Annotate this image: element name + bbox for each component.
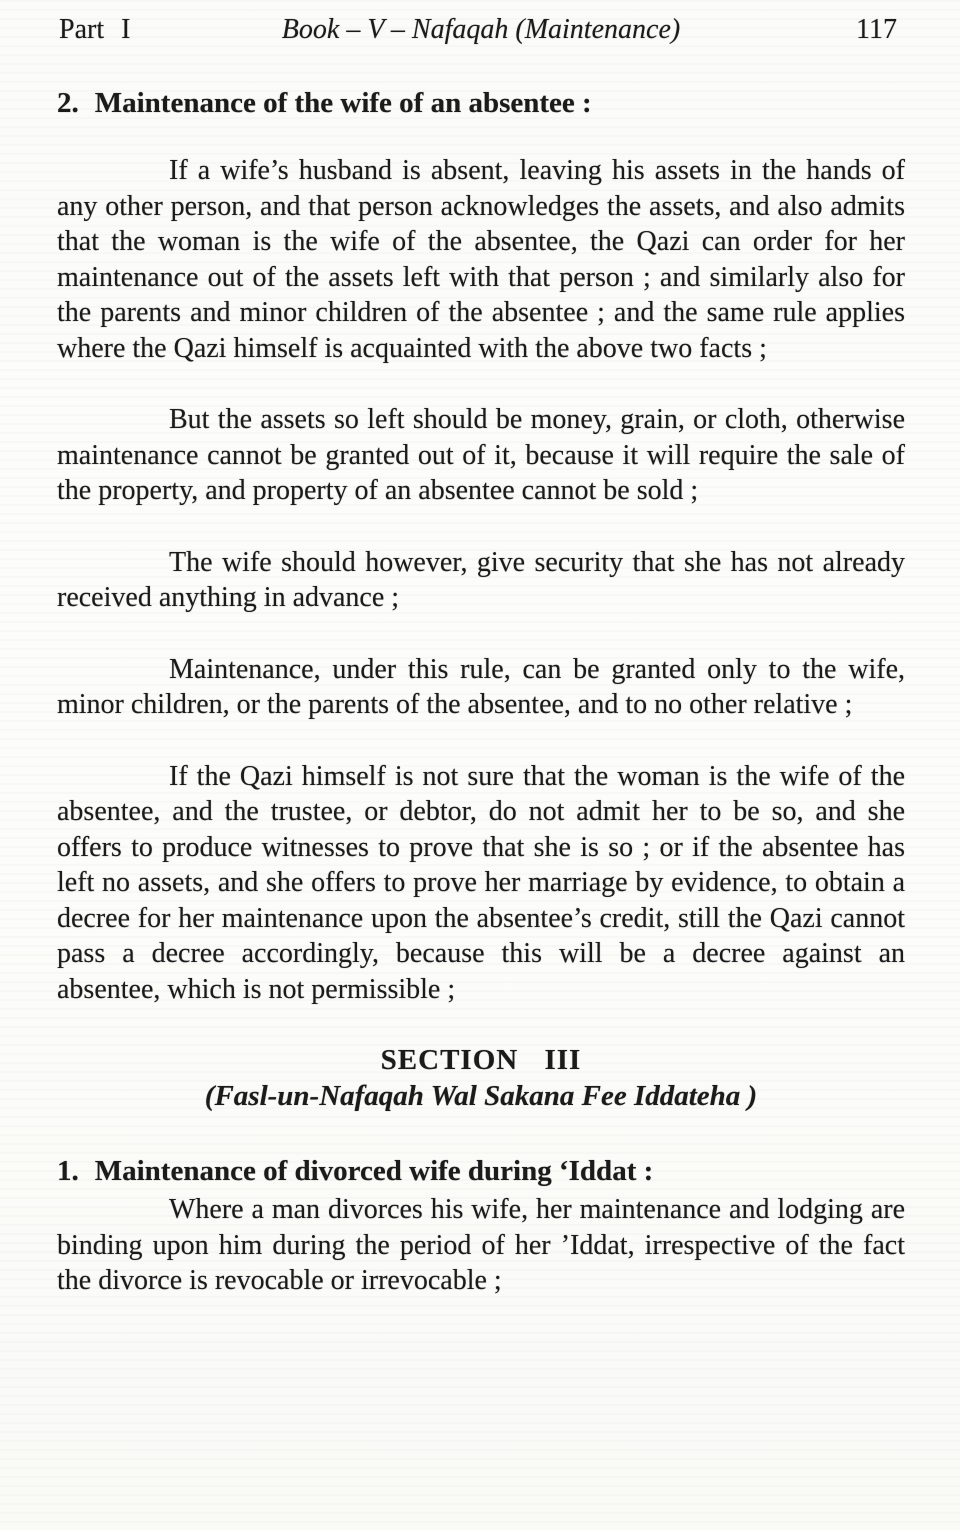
section-subtitle: (Fasl-un-Nafaqah Wal Sakana Fee Iddateha )	[204, 1080, 758, 1112]
paragraph: Where a man divorces his wife, her maintenance and lodging are binding upon him during the period of her ’Iddat, irrespective of the fact the divorce is revocable or irrevocable ;	[57, 1194, 905, 1296]
heading-number: 2.	[57, 87, 79, 119]
section-title: SECTION III	[380, 1044, 582, 1076]
paragraph: But the assets so left should be money, grain, or cloth, otherwise maintenance cannot be granted out of it, because it will require the sale of the property, and property of an absentee cannot be sold ;	[57, 404, 905, 506]
section-three-header	[57, 1043, 905, 1114]
book-title: Book – V – Nafaqah (Maintenance)	[281, 14, 681, 45]
paragraph: Maintenance, under this rule, can be granted only to the wife, minor children, or the parents of the absentee, and to no other relative ;	[57, 653, 905, 720]
running-header	[57, 13, 905, 51]
paragraph: If a wife’s husband is absent, leaving his assets in the hands of any other person, and that person acknowledges the assets, and also admits that the woman is the wife of the absentee, the Qazi can order for her maintenance out of the assets left with that person ; and similarly also for the parents and minor children of the absentee ; and the same rule applies where the Qazi himself is acquainted with the above two facts ;	[57, 155, 905, 364]
paragraph: The wife should however, give security that she has not already received anything in advance ;	[57, 546, 905, 613]
paragraph: If the Qazi himself is not sure that the woman is the wife of the absentee, and the trustee, or debtor, do not admit her to be so, and she offers to produce witnesses to prove that she is so ; or if the absentee has left no assets, and she offers to prove her marriage by evidence, to obtain a decree for her maintenance upon the absentee’s credit, still the Qazi cannot pass a decree accordingly, because this will be a decree against an absentee, which is not permissible ;	[57, 760, 905, 1005]
page-number: 117	[856, 14, 897, 45]
heading-text: Maintenance of the wife of an absentee :	[94, 87, 592, 119]
section-absentee-body	[57, 153, 905, 1007]
part-label: Part I	[59, 14, 131, 45]
heading-text: Maintenance of divorced wife during ‘Iddat :	[94, 1155, 654, 1187]
heading-wife-of-absentee	[57, 88, 905, 119]
heading-divorced-wife-iddat	[57, 1156, 905, 1187]
heading-number: 1.	[57, 1155, 79, 1187]
